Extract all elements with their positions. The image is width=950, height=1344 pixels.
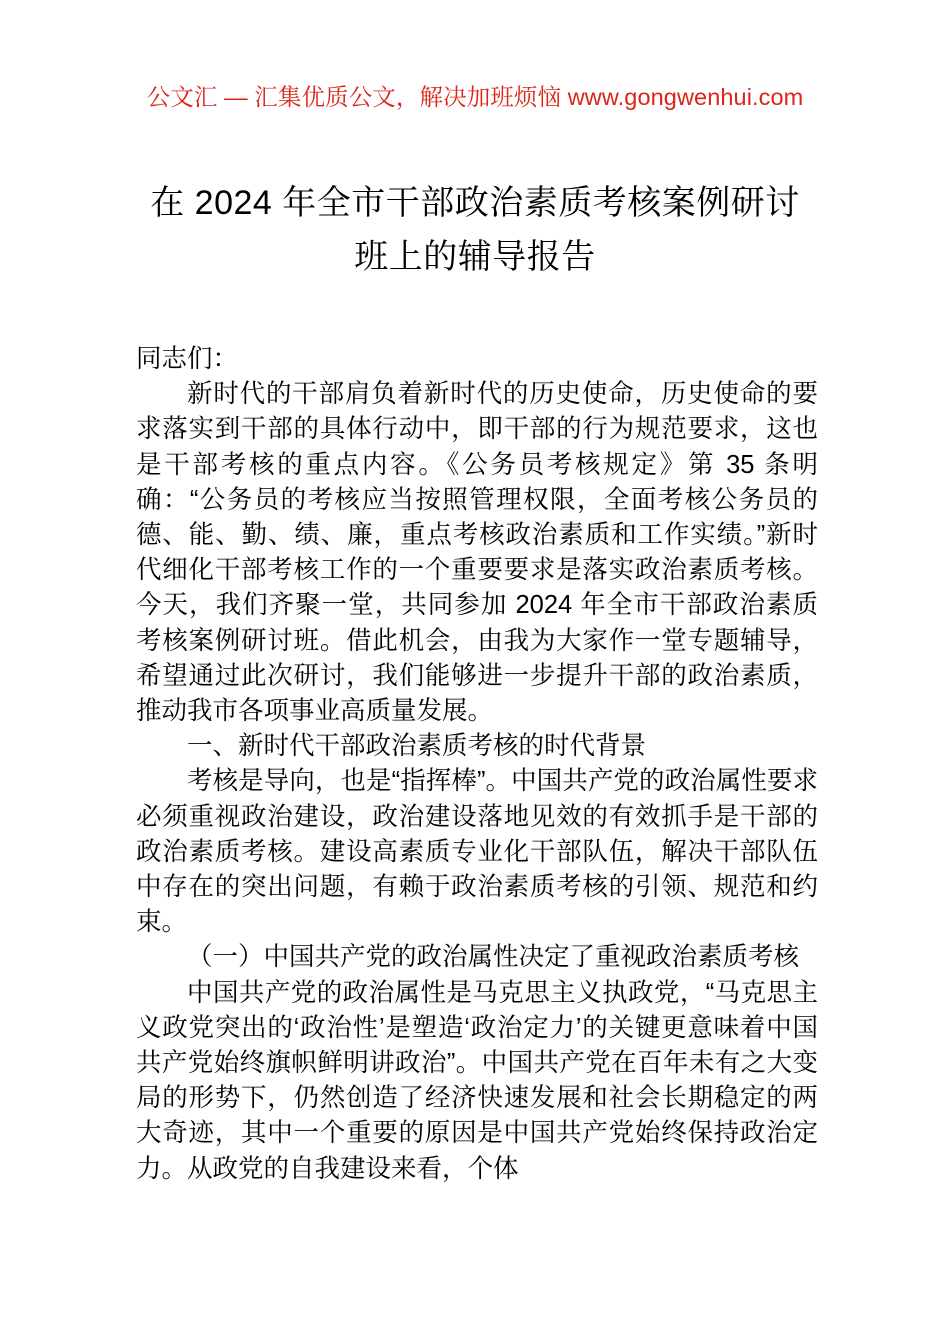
paragraph-intro: 新时代的干部肩负着新时代的历史使命，历史使命的要求落实到干部的具体行动中，即干部的行为规范要求，这也是干部考核的重点内容。《公务员考核规定》第 35 条明确：“公务员的考核应当按照管理权限，全面考核公务员的德、能、勤、绩、廉，重点考核政治素质和工作实绩。”新时代细化干部考核工作的一个重要要求是落实政治素质考核。今天，我们齐聚一堂，共同参加 2024 年全市干部政治素质考核案例研讨班。借此机会，由我为大家作一堂专题辅导，希望通过此次研讨，我们能够进一步提升干部的政治素质，推动我市各项事业高质量发展。 — [136, 380, 818, 726]
site-watermark: 公文汇 — 汇集优质公文，解决加班烦恼 www.gongwenhui.com — [146, 84, 804, 110]
page-title: 在 2024 年全市干部政治素质考核案例研讨班上的辅导报告 — [150, 184, 800, 276]
document-body — [136, 342, 818, 1187]
paragraph-body-1: 考核是导向，也是“指挥棒”。中国共产党的政治属性要求必须重视政治建设，政治建设落地见效的有效抓手是干部的政治素质考核。建设高素质专业化干部队伍，解决干部队伍中存在的突出问题，有赖于政治素质考核的引领、规范和约束。 — [136, 767, 818, 937]
section-heading-1-1: （一）中国共产党的政治属性决定了重视政治素质考核 — [187, 943, 800, 972]
section-heading-1: 一、新时代干部政治素质考核的时代背景 — [187, 732, 647, 761]
paragraph-body-2: 中国共产党的政治属性是马克思主义执政党，“马克思主义政党突出的‘政治性’是塑造‘政治定力’的关键更意味着中国共产党始终旗帜鲜明讲政治”。中国共产党在百年未有之大变局的形势下，仍然创造了经济快速发展和社会长期稳定的两大奇迹，其中一个重要的原因是中国共产党始终保持政治定力。从政党的自我建设来看，个体 — [136, 978, 818, 1183]
salutation: 同志们： — [136, 345, 239, 373]
